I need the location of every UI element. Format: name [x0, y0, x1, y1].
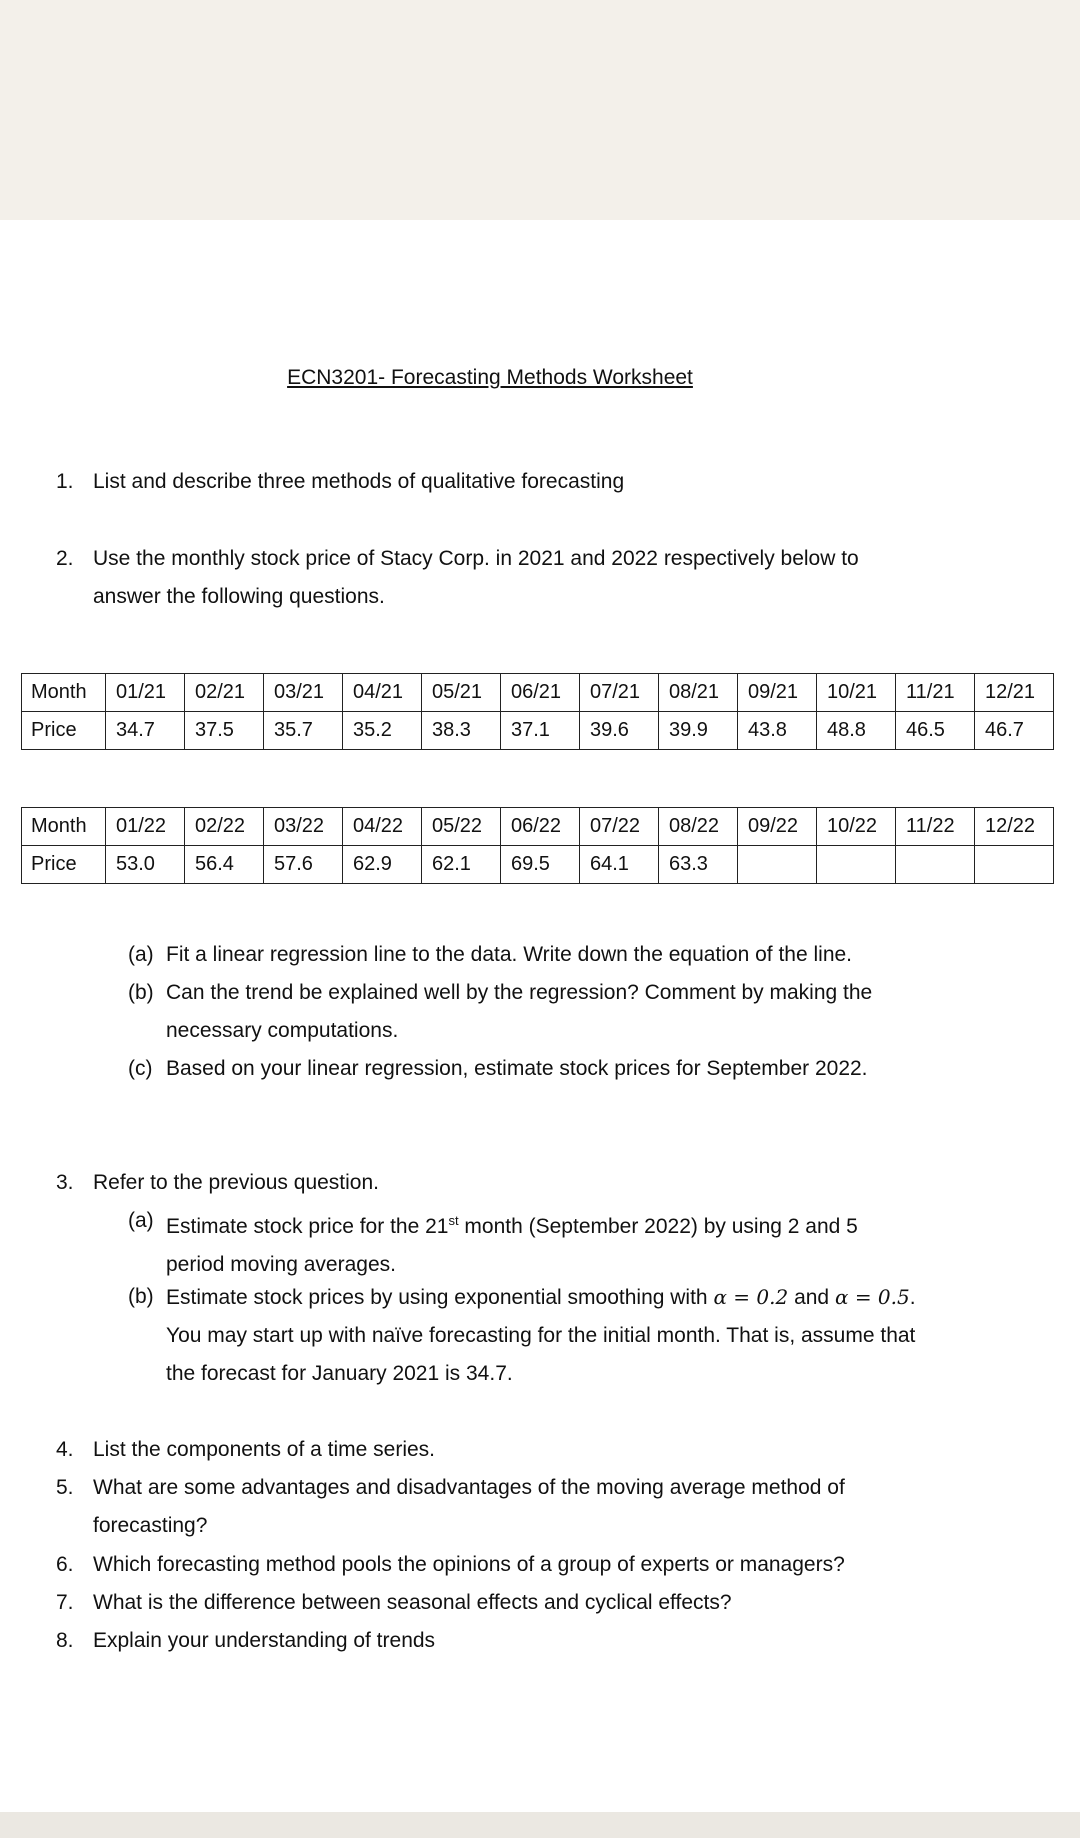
month-cell: 08/22 [659, 808, 738, 846]
question-text: What is the difference between seasonal effects and cyclical effects? [93, 1591, 732, 1614]
alpha-value-2: α = 0.5 [834, 1285, 910, 1309]
month-cell: 12/22 [975, 808, 1054, 846]
row-header: Month [22, 674, 106, 712]
sub-text-line-2: You may start up with naïve forecasting for the initial month. That is, assume that [166, 1324, 916, 1347]
sub-text: Fit a linear regression line to the data. Write down the equation of the line. [166, 943, 853, 966]
month-cell: 11/22 [896, 808, 975, 846]
price-cell: 64.1 [580, 846, 659, 884]
sub-label: (b) [128, 1285, 154, 1308]
month-cell: 05/21 [422, 674, 501, 712]
sub-text-line-2: necessary computations. [166, 1019, 399, 1042]
price-cell [738, 846, 817, 884]
sub-text-line-1 [166, 1202, 988, 1246]
price-cell: 69.5 [501, 846, 580, 884]
month-row [22, 808, 1054, 846]
question-number: 3. [56, 1171, 74, 1194]
question-4 [56, 1431, 1016, 1469]
worksheet-page [0, 220, 1080, 1812]
month-cell: 08/21 [659, 674, 738, 712]
question-text: Which forecasting method pools the opinions of a group of experts or managers? [93, 1553, 845, 1576]
month-cell: 10/22 [817, 808, 896, 846]
month-row [22, 674, 1054, 712]
price-cell: 63.3 [659, 846, 738, 884]
month-cell: 06/22 [501, 808, 580, 846]
price-cell: 43.8 [738, 712, 817, 750]
price-cell [817, 846, 896, 884]
question-5 [56, 1469, 1016, 1545]
question-2c [128, 1050, 988, 1088]
price-cell: 48.8 [817, 712, 896, 750]
month-cell: 03/21 [264, 674, 343, 712]
sub-text-line-3: the forecast for January 2021 is 34.7. [166, 1362, 513, 1385]
question-number: 6. [56, 1553, 74, 1576]
price-cell: 57.6 [264, 846, 343, 884]
question-number: 8. [56, 1629, 74, 1652]
question-text-line-2: answer the following questions. [93, 585, 385, 608]
question-3b [128, 1278, 988, 1393]
sub-label: (a) [128, 1209, 154, 1232]
page-title: ECN3201- Forecasting Methods Worksheet [287, 366, 693, 389]
price-cell: 37.1 [501, 712, 580, 750]
price-cell: 35.7 [264, 712, 343, 750]
price-table-2022 [21, 807, 1054, 884]
price-cell: 53.0 [106, 846, 185, 884]
price-cell: 38.3 [422, 712, 501, 750]
month-cell: 04/21 [343, 674, 422, 712]
price-cell: 62.1 [422, 846, 501, 884]
price-table-2021 [21, 673, 1054, 750]
question-3a [128, 1202, 988, 1284]
sub-label: (a) [128, 943, 154, 966]
month-cell: 09/21 [738, 674, 817, 712]
sub-text-line-2: period moving averages. [166, 1253, 396, 1276]
row-header: Price [22, 712, 106, 750]
month-cell: 01/21 [106, 674, 185, 712]
sub-text: Based on your linear regression, estimate stock prices for September 2022. [166, 1057, 868, 1080]
question-2a [128, 936, 988, 974]
price-row [22, 712, 1054, 750]
price-cell: 35.2 [343, 712, 422, 750]
month-cell: 04/22 [343, 808, 422, 846]
price-cell: 34.7 [106, 712, 185, 750]
month-cell: 07/22 [580, 808, 659, 846]
price-cell [975, 846, 1054, 884]
month-cell: 10/21 [817, 674, 896, 712]
price-cell: 46.7 [975, 712, 1054, 750]
price-cell [896, 846, 975, 884]
question-text: List the components of a time series. [93, 1438, 435, 1461]
sub-text-line-1 [166, 1278, 988, 1317]
month-cell: 11/21 [896, 674, 975, 712]
question-text-line-2: forecasting? [93, 1514, 208, 1537]
row-header: Month [22, 808, 106, 846]
question-number: 7. [56, 1591, 74, 1614]
month-cell: 02/22 [185, 808, 264, 846]
month-cell: 03/22 [264, 808, 343, 846]
row-header: Price [22, 846, 106, 884]
question-1 [56, 463, 1016, 501]
price-cell: 39.6 [580, 712, 659, 750]
question-2b [128, 974, 988, 1050]
question-6 [56, 1546, 1016, 1584]
question-text: Explain your understanding of trends [93, 1629, 436, 1652]
sub-text-line-1: Can the trend be explained well by the regression? Comment by making the [166, 981, 873, 1004]
month-cell: 07/21 [580, 674, 659, 712]
top-background [0, 0, 1080, 220]
question-number: 4. [56, 1438, 74, 1461]
sub-text-pre: Estimate stock prices by using exponential smoothing with [166, 1286, 714, 1309]
price-cell: 62.9 [343, 846, 422, 884]
price-cell: 56.4 [185, 846, 264, 884]
price-cell: 39.9 [659, 712, 738, 750]
price-cell: 46.5 [896, 712, 975, 750]
sub-label: (c) [128, 1057, 153, 1080]
ordinal-superscript: st [448, 1213, 459, 1228]
month-cell: 01/22 [106, 808, 185, 846]
price-cell: 37.5 [185, 712, 264, 750]
sub-text-post: month (September 2022) by using 2 and 5 [458, 1215, 858, 1238]
alpha-value-1: α = 0.2 [713, 1285, 789, 1309]
month-cell: 09/22 [738, 808, 817, 846]
question-3 [56, 1164, 1016, 1202]
month-cell: 06/21 [501, 674, 580, 712]
sub-text-pre: Estimate stock price for the 21 [166, 1215, 449, 1238]
question-number: 1. [56, 470, 74, 493]
month-cell: 12/21 [975, 674, 1054, 712]
question-8 [56, 1622, 1016, 1660]
sub-text-end: . [909, 1286, 916, 1309]
question-number: 2. [56, 547, 74, 570]
sub-label: (b) [128, 981, 154, 1004]
question-text-line-1: What are some advantages and disadvantages of the moving average method of [93, 1476, 845, 1499]
question-text-line-1: Use the monthly stock price of Stacy Corp. in 2021 and 2022 respectively below to [93, 547, 859, 570]
month-cell: 02/21 [185, 674, 264, 712]
question-number: 5. [56, 1476, 74, 1499]
question-text: List and describe three methods of qualitative forecasting [93, 470, 625, 493]
sub-text-mid: and [788, 1286, 835, 1309]
question-7 [56, 1584, 1016, 1622]
price-row [22, 846, 1054, 884]
question-text: Refer to the previous question. [93, 1171, 380, 1194]
bottom-background [0, 1812, 1080, 1838]
question-2 [56, 540, 1016, 616]
month-cell: 05/22 [422, 808, 501, 846]
